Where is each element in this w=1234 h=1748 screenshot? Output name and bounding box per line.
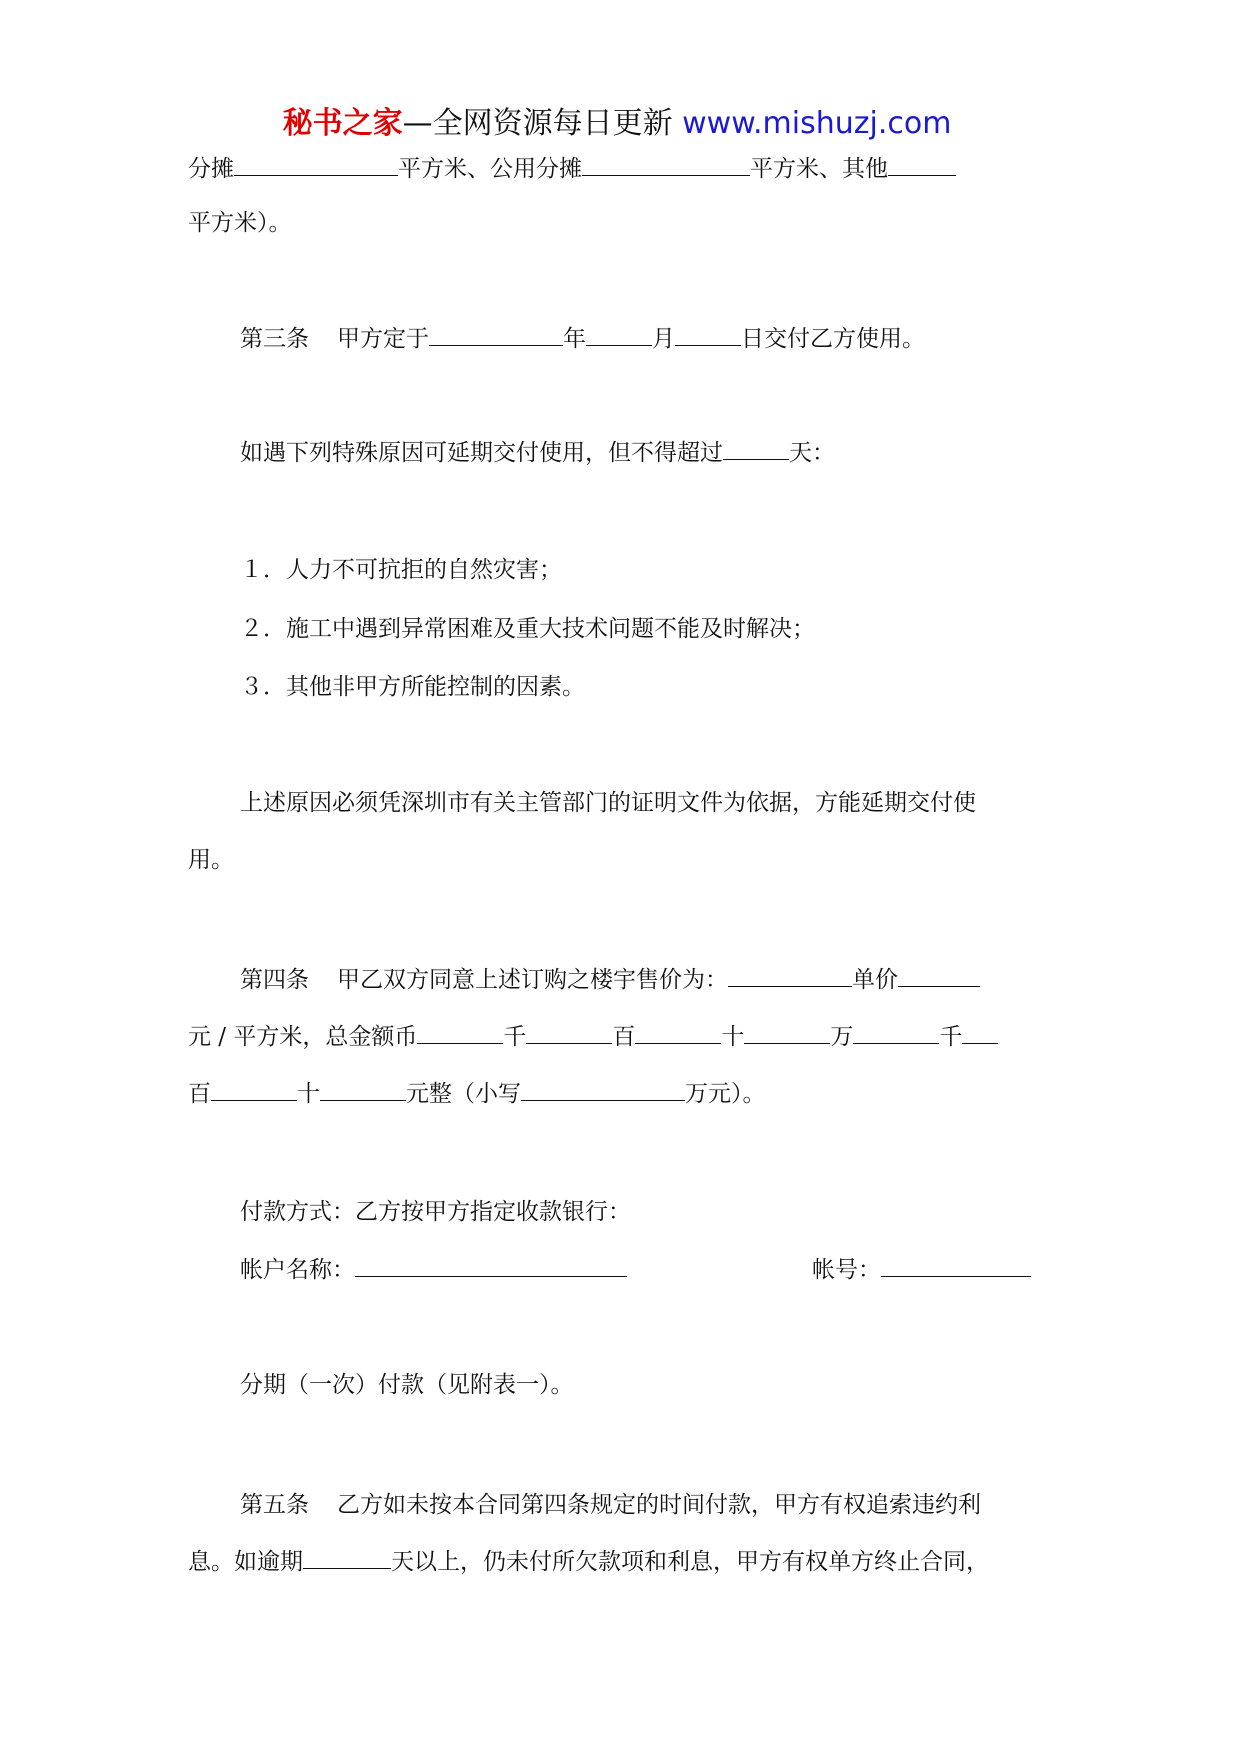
article-label: 第五条 (240, 1492, 309, 1518)
delay-clause: 如遇下列特殊原因可延期交付使用，但不得超过 天： (240, 437, 835, 467)
brand-name: 秘书之家 (282, 106, 403, 141)
payment-method: 付款方式：乙方按甲方指定收款银行： (240, 1199, 631, 1225)
blank-field (728, 964, 852, 987)
article-4-amount: 元 / 平方米，总金额币 千 百 十 万 千 (188, 1021, 998, 1051)
blank-field (211, 1078, 297, 1101)
article-3: 第三条 甲方定于 年 月 日交付乙方使用。 (240, 323, 925, 353)
certificate-clause: 上述原因必须凭深圳市有关主管部门的证明文件为依据，方能延期交付使 (240, 790, 976, 816)
article-4-amount-end: 百 十 元整（小写 万元）。 (188, 1078, 766, 1108)
article-5-cont: 息。如逾期 天以上，仍未付所欠款项和利息，甲方有权单方终止合同， (188, 1546, 989, 1576)
installment-clause: 分期（一次）付款（见附表一）。 (240, 1372, 574, 1398)
area-line: 分摊 平方米、公用分摊 平方米、其他 (188, 153, 956, 183)
site-url[interactable]: www.mishuzj.com (682, 106, 952, 141)
blank-field (303, 1546, 391, 1569)
header-slogan: —全网资源每日更新 (402, 106, 683, 141)
blank-field (429, 323, 563, 346)
article-4: 第四条 甲乙双方同意上述订购之楼宇售价为： 单价 (240, 964, 980, 994)
certificate-clause-end: 用。 (188, 847, 234, 873)
blank-field (635, 1021, 721, 1044)
blank-field (582, 153, 750, 176)
blank-field (888, 153, 956, 176)
blank-field (320, 1078, 406, 1101)
blank-field (962, 1021, 998, 1044)
area-line-end: 平方米）。 (188, 210, 292, 236)
blank-field (881, 1254, 1031, 1277)
article-5: 第五条 乙方如未按本合同第四条规定的时间付款，甲方有权追索违约利 (240, 1492, 981, 1518)
site-header (0, 104, 1234, 144)
list-item: １．人力不可抗拒的自然灾害； (240, 557, 562, 583)
list-item: ２．施工中遇到异常困难及重大技术问题不能及时解决； (240, 616, 815, 642)
article-label: 第四条 (240, 967, 309, 993)
blank-field (234, 153, 398, 176)
blank-field (675, 323, 741, 346)
blank-field (417, 1021, 503, 1044)
blank-field (521, 1078, 685, 1101)
blank-field (526, 1021, 612, 1044)
list-item: ３．其他非甲方所能控制的因素。 (240, 674, 585, 700)
account-name-line: 帐户名称： (240, 1254, 627, 1284)
blank-field (586, 323, 652, 346)
blank-field (898, 964, 980, 987)
blank-field (744, 1021, 830, 1044)
blank-field (853, 1021, 939, 1044)
account-number-line: 帐号： (812, 1254, 1031, 1284)
article-label: 第三条 (240, 326, 309, 352)
blank-field (723, 437, 789, 460)
blank-field (355, 1254, 627, 1277)
